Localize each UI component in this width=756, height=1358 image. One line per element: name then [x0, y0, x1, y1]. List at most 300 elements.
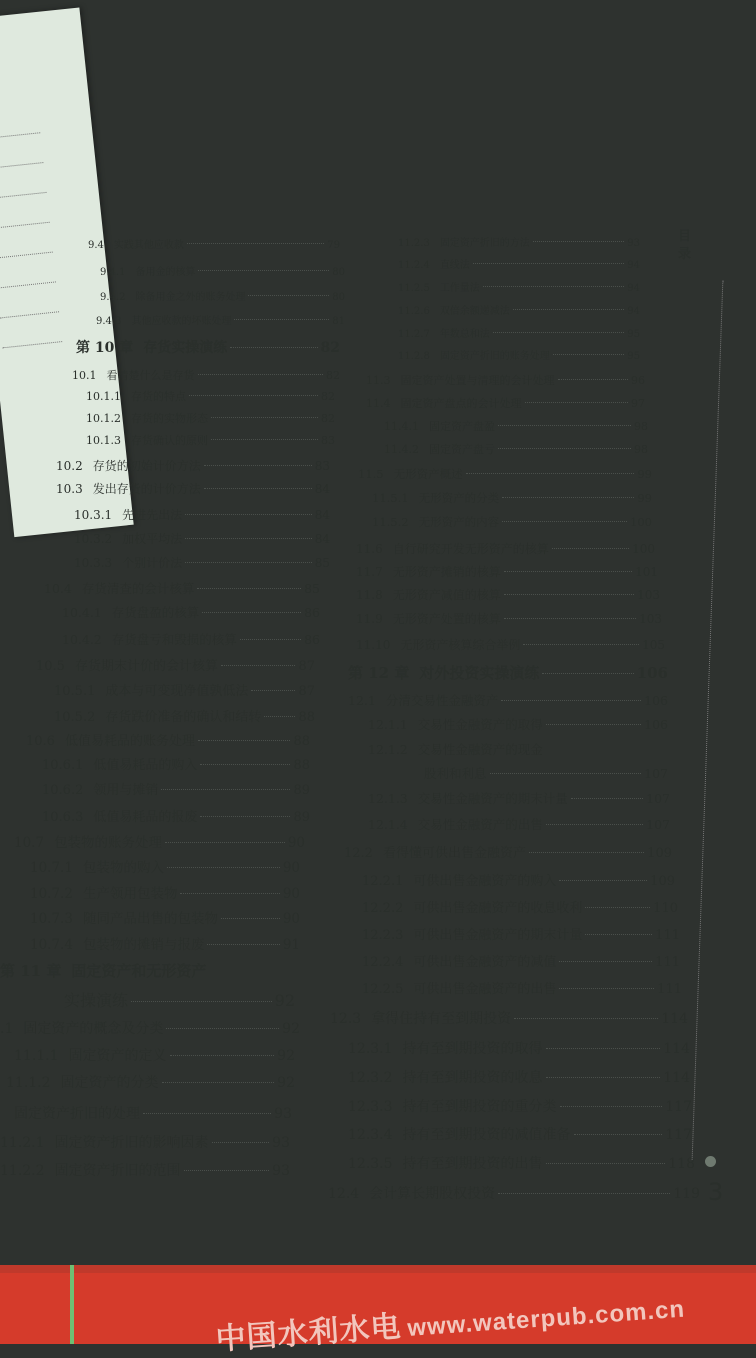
toc-page-number: 92	[282, 1021, 300, 1037]
right_column-entry	[362, 870, 675, 889]
toc-page-number: 109	[647, 846, 672, 861]
toc-leader	[571, 798, 643, 799]
toc-number: 10.4.1	[62, 605, 102, 620]
right_column-entry	[362, 924, 680, 943]
toc-title: 存货跌价准备的确认和结转	[105, 710, 262, 725]
toc-number: 11.5.2	[372, 515, 409, 529]
toc-title: 实践其他应收款	[113, 240, 184, 251]
toc-title: 可供出售金融资产的出售	[413, 982, 557, 997]
left_column-entry	[30, 856, 300, 876]
left_column-entry	[26, 730, 310, 749]
toc-title: 看清楚什么是存货	[106, 369, 195, 382]
toc-leader	[180, 893, 279, 894]
toc-leader	[198, 374, 324, 375]
toc-title: 固定资产盘盈	[429, 420, 495, 433]
left_column-entry	[54, 706, 315, 725]
toc-leader	[490, 773, 642, 774]
toc-page-number: 94	[627, 260, 640, 271]
toc-number: 11.2.5	[398, 283, 430, 294]
toc-title: 成本与可变现净值孰低法	[105, 684, 249, 699]
toc-title: 备用金的核算	[135, 267, 196, 278]
toc-title: 持有至到期投资的取得	[402, 1041, 543, 1057]
toc-title: 持有至到期投资的重分类	[402, 1099, 557, 1115]
toc-leader	[546, 824, 643, 825]
toc-page-number: 95	[627, 351, 640, 362]
toc-page-number: 106	[644, 693, 668, 708]
toc-leader	[143, 1113, 271, 1114]
toc-number: 11.4	[366, 397, 391, 410]
right_column-entry	[384, 418, 648, 434]
toc-number: 10.4.2	[62, 632, 102, 647]
toc-page-number: 79	[327, 240, 340, 251]
toc-title: 固定资产盘点的会计处理	[400, 397, 522, 410]
right_column-entry	[362, 951, 680, 970]
toc-number: 11.2.8	[398, 351, 430, 362]
toc-number: 12.1.2	[368, 742, 408, 757]
toc-leader	[197, 588, 301, 589]
toc-number: 12.3.2	[348, 1070, 393, 1086]
toc-title: 固定资产处置与清理的会计处理	[400, 374, 555, 387]
left_column-entry	[86, 388, 335, 404]
left_column-entry	[96, 312, 345, 327]
right_column-entry	[368, 715, 668, 733]
toc-page-number: 118	[668, 1156, 695, 1172]
toc-title: 存货期末计价的会计核算	[74, 659, 218, 674]
toc-page-number: 82	[320, 340, 340, 356]
toc-title: 固定资产折旧的方法	[439, 238, 530, 249]
toc-number: 12.1.1	[368, 717, 408, 732]
toc-title: 对外投资实操演练	[419, 664, 540, 682]
toc-number: 11.4.1	[384, 420, 419, 433]
toc-number: 10.6.2	[42, 783, 84, 798]
toc-number: 11.9	[356, 612, 383, 626]
toc-leader	[552, 548, 629, 549]
side-label: 目录	[678, 229, 692, 262]
toc-number: 10.1.3	[86, 434, 121, 447]
toc-leader	[230, 347, 317, 348]
toc-number: 10.6.3	[42, 810, 84, 825]
toc-number: 11.2.4	[398, 260, 430, 271]
toc-number: 12.3	[330, 1011, 362, 1027]
left_column-entry	[42, 754, 310, 773]
toc-title: 先进先出法	[122, 508, 183, 522]
right_column-entry	[328, 1183, 700, 1203]
toc-leader	[473, 263, 624, 264]
toc-number: 12.4	[328, 1186, 360, 1202]
toc-number: 11.7	[356, 565, 383, 579]
toc-number: 12.2.5	[362, 982, 404, 997]
toc-page-number: 92	[277, 1075, 295, 1091]
left_column-entry	[0, 1132, 290, 1152]
right_column-entry	[398, 325, 640, 340]
toc-number: 11.5	[358, 467, 384, 481]
left_column-entry	[62, 603, 320, 621]
toc-leader	[211, 417, 318, 418]
left_column-entry	[74, 554, 330, 571]
toc-page-number: 92	[274, 991, 295, 1010]
toc-page-number: 85	[314, 556, 330, 570]
toc-page-number: 82	[321, 412, 335, 425]
toc-leader	[525, 402, 629, 403]
toc-title: 生产领用包装物	[82, 886, 178, 902]
toc-leader	[187, 243, 324, 244]
right_column-entry	[348, 1038, 690, 1058]
right_column-entry	[356, 540, 655, 557]
toc-leader	[185, 538, 312, 539]
right_column-entry	[398, 234, 640, 249]
toc-number: 10.7.2	[30, 886, 73, 902]
toc-page-number: 96	[631, 374, 645, 387]
toc-page-number: 86	[304, 632, 320, 647]
toc-number: 10.3.3	[74, 556, 113, 570]
toc-title: 双倍余额递减法	[439, 306, 510, 317]
toc-page-number: 93	[627, 238, 640, 249]
left_column-entry	[76, 337, 340, 357]
cover-green-edge	[70, 1265, 74, 1344]
toc-leader	[542, 673, 633, 674]
toc-title: 固定资产盘亏	[429, 443, 495, 456]
toc-page-number: 106	[636, 664, 668, 682]
left_column-entry	[88, 236, 340, 251]
toc-page-number: 90	[282, 860, 300, 876]
toc-number: 10.1.1	[86, 390, 121, 403]
toc-number: 第 11 章	[0, 962, 62, 980]
toc-title: 固定资产折旧的范围	[54, 1163, 181, 1179]
toc-leader	[498, 1193, 670, 1194]
toc-title: 无形资产的内容	[418, 515, 500, 529]
left_column-entry	[30, 907, 300, 927]
toc-leader	[504, 594, 634, 595]
toc-number: 10.2	[56, 459, 83, 473]
left_column-entry	[74, 530, 330, 547]
toc-leader	[185, 514, 312, 515]
toc-page-number: 94	[627, 306, 640, 317]
toc-page-number: 87	[298, 659, 315, 674]
toc-title: 无形资产核算综合举例	[400, 638, 521, 652]
right_column-entry	[398, 256, 640, 271]
toc-leader	[234, 319, 329, 320]
toc-leader	[529, 852, 644, 853]
left_column-entry	[62, 630, 320, 648]
toc-title: 存货确认的原则	[131, 434, 208, 447]
toc-leader	[185, 562, 312, 563]
right_column-entry	[348, 662, 668, 683]
toc-leader	[533, 241, 624, 242]
toc-page-number: 107	[644, 766, 668, 781]
toc-title: 交易性金融资产的出售	[417, 817, 543, 832]
toc-number: 10.5	[36, 659, 65, 674]
toc-page-number: 80	[332, 292, 345, 303]
toc-number: 10.6.1	[42, 758, 84, 773]
right_column-entry	[348, 691, 668, 709]
toc-leader	[165, 842, 285, 843]
toc-leader	[504, 571, 632, 572]
left_column-entry	[54, 680, 315, 699]
toc-title: 存货盘盈的核算	[111, 605, 200, 620]
toc-leader	[198, 270, 329, 271]
toc-title: 包装物的摊销与报废	[82, 937, 205, 953]
right_column-entry	[368, 815, 670, 833]
page-number: 3	[708, 1178, 724, 1206]
toc-number: 12.1	[348, 693, 376, 708]
toc-number: 9.4	[88, 240, 104, 251]
right_column-entry	[366, 372, 645, 388]
toc-title: 年数总和法	[439, 329, 490, 340]
right_column-entry	[344, 842, 672, 861]
toc-page-number: 114	[661, 1011, 688, 1027]
margin-dot	[705, 1156, 716, 1167]
toc-number: 10.7.4	[30, 937, 73, 953]
toc-page-number: 109	[650, 874, 675, 889]
toc-title: 固定资产的定义	[68, 1048, 167, 1064]
toc-number: 12.2.4	[362, 955, 404, 970]
toc-page-number: 81	[332, 316, 345, 327]
toc-leader	[560, 1106, 663, 1107]
toc-number: 10.6	[26, 734, 55, 749]
left_column-entry	[74, 506, 330, 523]
toc-number: 10.1	[72, 369, 97, 382]
toc-number: 12.2	[344, 846, 373, 861]
toc-page-number: 105	[642, 638, 665, 652]
toc-title: 存货实操演练	[143, 340, 228, 356]
toc-leader	[502, 497, 634, 498]
right_column-entry	[348, 1096, 692, 1116]
toc-page-number: 103	[639, 612, 662, 626]
toc-number: 11.2.3	[398, 238, 430, 249]
toc-page-number: 97	[631, 397, 645, 410]
toc-leader	[204, 465, 312, 466]
toc-page-number: 99	[637, 491, 652, 505]
toc-leader	[585, 934, 652, 935]
toc-number: 10.5.2	[54, 710, 96, 725]
toc-number: 9.4.3	[96, 316, 122, 327]
toc-leader	[162, 1082, 275, 1083]
toc-title: 存货的初始计价方法	[92, 459, 201, 473]
toc-page-number: 117	[665, 1099, 692, 1115]
left_column-entry	[72, 367, 340, 383]
left_column-entry	[86, 432, 335, 448]
left_column-entry	[14, 1103, 292, 1123]
toc-page-number: 114	[663, 1070, 690, 1086]
toc-page-number: 93	[272, 1163, 290, 1179]
toc-leader	[514, 1018, 658, 1019]
toc-leader	[167, 867, 280, 868]
left_column-entry	[36, 655, 315, 674]
toc-title: 拿得住持有至到期投资	[371, 1011, 512, 1027]
toc-page-number: 84	[314, 532, 330, 546]
left_column-entry	[0, 960, 206, 981]
toc-leader	[248, 295, 329, 296]
toc-page-number: 111	[657, 982, 682, 997]
right_column-entry	[368, 740, 543, 758]
right_column-entry	[372, 490, 652, 506]
toc-title: 持有至到期投资的出售	[402, 1156, 543, 1172]
toc-title: 加权平均法	[122, 532, 183, 546]
toc-title: 低值易耗品的购入	[93, 758, 198, 773]
toc-leader	[189, 395, 318, 396]
toc-page-number: 110	[653, 901, 678, 916]
toc-page-number: 91	[282, 937, 300, 953]
toc-title: 无形资产概述	[393, 467, 463, 481]
toc-leader	[198, 740, 290, 741]
toc-title: 低值易耗品的报废	[93, 810, 198, 825]
toc-page-number: 88	[293, 758, 310, 773]
toc-leader	[204, 488, 312, 489]
toc-number: 11.6	[356, 542, 383, 556]
toc-title: 除备用金之外的账务处理	[135, 292, 246, 303]
toc-page-number: 98	[634, 443, 648, 456]
right_column-entry	[356, 610, 662, 627]
toc-title: 持有至到期投资的减值准备	[402, 1127, 571, 1143]
toc-page-number: 111	[655, 955, 680, 970]
toc-title: 持有至到期投资的收息	[402, 1070, 543, 1086]
toc-number: 10.3.1	[74, 508, 113, 522]
toc-number: 10.7	[14, 835, 45, 851]
toc-page-number: 101	[635, 565, 658, 579]
toc-page-number: 89	[293, 783, 310, 798]
toc-title: 存货盘亏和毁损的核算	[111, 632, 237, 647]
toc-title: 可供出售金融资产的购入	[413, 874, 557, 889]
toc-title: 交易性金融资产的取得	[417, 717, 543, 732]
left_column-entry	[64, 988, 295, 1011]
right_column-entry	[424, 764, 668, 782]
toc-leader	[559, 880, 647, 881]
right_column-entry	[366, 395, 645, 411]
left_column-entry	[100, 263, 345, 278]
toc-leader	[559, 961, 652, 962]
left_column-entry	[14, 1045, 295, 1065]
toc-leader	[501, 700, 641, 701]
publisher-url: www.waterpub.com.cn	[406, 1295, 686, 1342]
toc-title: 存货的实物形态	[131, 412, 208, 425]
toc-leader	[523, 644, 639, 645]
toc-page-number: 114	[663, 1041, 690, 1057]
toc-leader	[574, 1134, 663, 1135]
toc-title: 自行研究开发无形资产的核算	[392, 542, 549, 556]
toc-number: 10.3.2	[74, 532, 113, 546]
toc-number: 10.7.1	[30, 860, 73, 876]
toc-page-number: 89	[293, 810, 310, 825]
toc-title: 存货的特点	[131, 390, 186, 403]
toc-leader	[207, 944, 279, 945]
toc-page-number: 80	[332, 267, 345, 278]
toc-page-number: 103	[637, 588, 660, 602]
toc-number: 11.2.6	[398, 306, 430, 317]
toc-title: 交易性金融资产的期末计量	[417, 791, 568, 806]
toc-page-number: 119	[673, 1186, 700, 1202]
toc-title: 可供出售金融资产的期末计量	[413, 928, 583, 943]
toc-leader	[212, 1142, 270, 1143]
toc-leader	[498, 448, 631, 449]
toc-number: 10.4	[44, 581, 72, 596]
right_column-entry	[398, 347, 640, 362]
toc-number: 11.4.2	[384, 443, 419, 456]
toc-page-number: 90	[282, 911, 300, 927]
left_column-entry	[42, 806, 310, 825]
toc-page-number: 94	[627, 283, 640, 294]
toc-page-number: 100	[630, 515, 652, 529]
toc-title: 可供出售金融资产的减值	[413, 955, 557, 970]
toc-page-number: 87	[298, 684, 315, 699]
toc-leader	[558, 379, 629, 380]
toc-leader	[240, 639, 301, 640]
toc-page-number: 90	[282, 886, 300, 902]
toc-page-number: 117	[665, 1127, 692, 1143]
toc-number: 11.2.2	[0, 1163, 45, 1179]
left_column-entry	[56, 480, 330, 497]
toc-number: 11.1.2	[6, 1075, 51, 1091]
toc-title: 分清交易性金融资产	[385, 693, 499, 708]
toc-title: 随同产品出售的包装物	[82, 911, 218, 927]
toc-title: 低值易耗品的账务处理	[64, 734, 195, 749]
toc-number: 11.3	[366, 374, 391, 387]
toc-number: 10.1.2	[86, 412, 121, 425]
page-margin-rule	[692, 280, 724, 1159]
toc-title: 固定资产的概念及分类	[23, 1021, 164, 1037]
toc-title: 无形资产摊销的核算	[392, 565, 501, 579]
toc-leader	[170, 1055, 275, 1056]
toc-leader	[221, 665, 295, 666]
toc-leader	[184, 1170, 270, 1171]
right_column-entry	[384, 441, 648, 457]
right_column-entry	[368, 789, 670, 807]
right_column-entry	[348, 1153, 695, 1173]
left_column-entry	[30, 933, 300, 953]
toc-number: 12.1.4	[368, 817, 408, 832]
right_column-entry	[372, 514, 652, 530]
toc-number: 12.2.1	[362, 874, 404, 889]
toc-number: 12.3.5	[348, 1156, 393, 1172]
toc-page-number: 82	[326, 369, 340, 382]
toc-page-number: 88	[293, 734, 310, 749]
toc-page-number: 83	[314, 459, 330, 473]
toc-page-number: 90	[287, 835, 305, 851]
toc-number: 10.5.1	[54, 684, 96, 699]
toc-number: 9.4.2	[100, 292, 126, 303]
toc-number: 12.2.3	[362, 928, 404, 943]
toc-leader	[513, 309, 624, 310]
toc-page-number: 88	[298, 710, 315, 725]
toc-leader	[546, 1163, 666, 1164]
toc-number: 11.10	[356, 638, 391, 652]
toc-page-number: 99	[637, 467, 652, 481]
left_column-entry	[0, 1160, 290, 1180]
toc-leader	[546, 1048, 661, 1049]
toc-page-number: 100	[632, 542, 655, 556]
toc-leader	[200, 764, 290, 765]
toc-number: 11.1.1	[14, 1048, 59, 1064]
toc-page-number: 95	[627, 329, 640, 340]
toc-title: 会计算长期股权投资	[369, 1186, 496, 1202]
toc-leader	[251, 690, 295, 691]
right_column-entry	[362, 897, 678, 916]
left_column-entry	[56, 457, 330, 474]
toc-leader	[559, 988, 654, 989]
toc-page-number: 85	[304, 581, 320, 596]
toc-title: 股利和利息	[424, 766, 487, 781]
toc-title: 发出存货的计价方法	[92, 482, 201, 496]
toc-leader	[166, 1028, 279, 1029]
toc-page-number: 83	[321, 434, 335, 447]
toc-leader	[161, 789, 290, 790]
toc-page-number: 84	[314, 508, 330, 522]
toc-title: 工作量法	[439, 283, 480, 294]
left_column-entry	[6, 1072, 295, 1092]
toc-title: 个别计价法	[122, 556, 183, 570]
toc-number: 11.2.1	[0, 1135, 45, 1151]
toc-title: 固定资产的分类	[60, 1075, 159, 1091]
toc-number: 12.2.2	[362, 901, 404, 916]
